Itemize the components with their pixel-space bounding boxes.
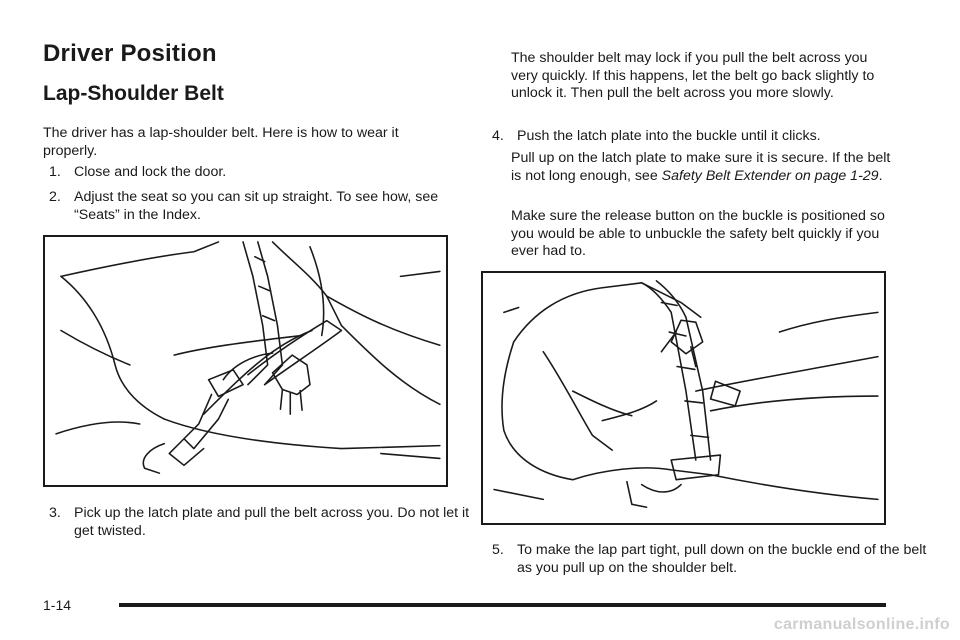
watermark: carmanualsonline.info <box>773 616 950 633</box>
secure-note-end: . <box>878 167 883 184</box>
step-2 <box>43 189 484 224</box>
step-number: 4. <box>492 128 504 144</box>
secure-note-text: Pull up on the latch plate to make sure it is secure. If the belt is not long enough, see <box>511 150 891 184</box>
step-number: 3. <box>49 505 61 521</box>
step-number: 1. <box>49 164 61 180</box>
release-note: Make sure the release button on the buckle is positioned so you would be able to unbuckle the safety belt quickly if you ever had to. <box>511 208 885 259</box>
illustration-buckled-belt <box>481 271 886 525</box>
step-text: Adjust the seat so you can sit up straight. To see how, see “Seats” in the Index. <box>74 189 439 223</box>
subsection-title: Lap-Shoulder Belt <box>43 82 224 105</box>
step-text: Push the latch plate into the buckle until it clicks. <box>517 128 821 144</box>
step-text: Close and lock the door. <box>74 164 227 180</box>
belt-drawing-2 <box>483 273 884 523</box>
lock-note: The shoulder belt may lock if you pull the belt across you very quickly. If this happens, let the belt go back slightly to unlock it. Then pull the belt across you more slowly. <box>511 50 875 101</box>
section-title: Driver Position <box>43 40 217 67</box>
step-3 <box>43 505 484 540</box>
belt-drawing-1 <box>45 237 446 485</box>
illustration-pull-belt <box>43 235 448 487</box>
step-5 <box>486 542 927 577</box>
step-number: 2. <box>49 189 61 205</box>
page-number: 1-14 <box>43 597 72 613</box>
footer-rule <box>119 603 886 607</box>
step-text: To make the lap part tight, pull down on the buckle end of the belt as you pull up on the shoulder belt. <box>517 542 927 576</box>
secure-note <box>511 150 891 185</box>
step-1 <box>43 164 484 182</box>
step-text: Pick up the latch plate and pull the belt across you. Do not let it get twisted. <box>74 505 470 539</box>
intro-paragraph: The driver has a lap-shoulder belt. Here is how to wear it properly. <box>43 125 399 159</box>
step-4 <box>486 128 927 146</box>
safety-belt-extender-reference: Safety Belt Extender on page 1-29 <box>661 167 879 184</box>
step-number: 5. <box>492 542 504 558</box>
